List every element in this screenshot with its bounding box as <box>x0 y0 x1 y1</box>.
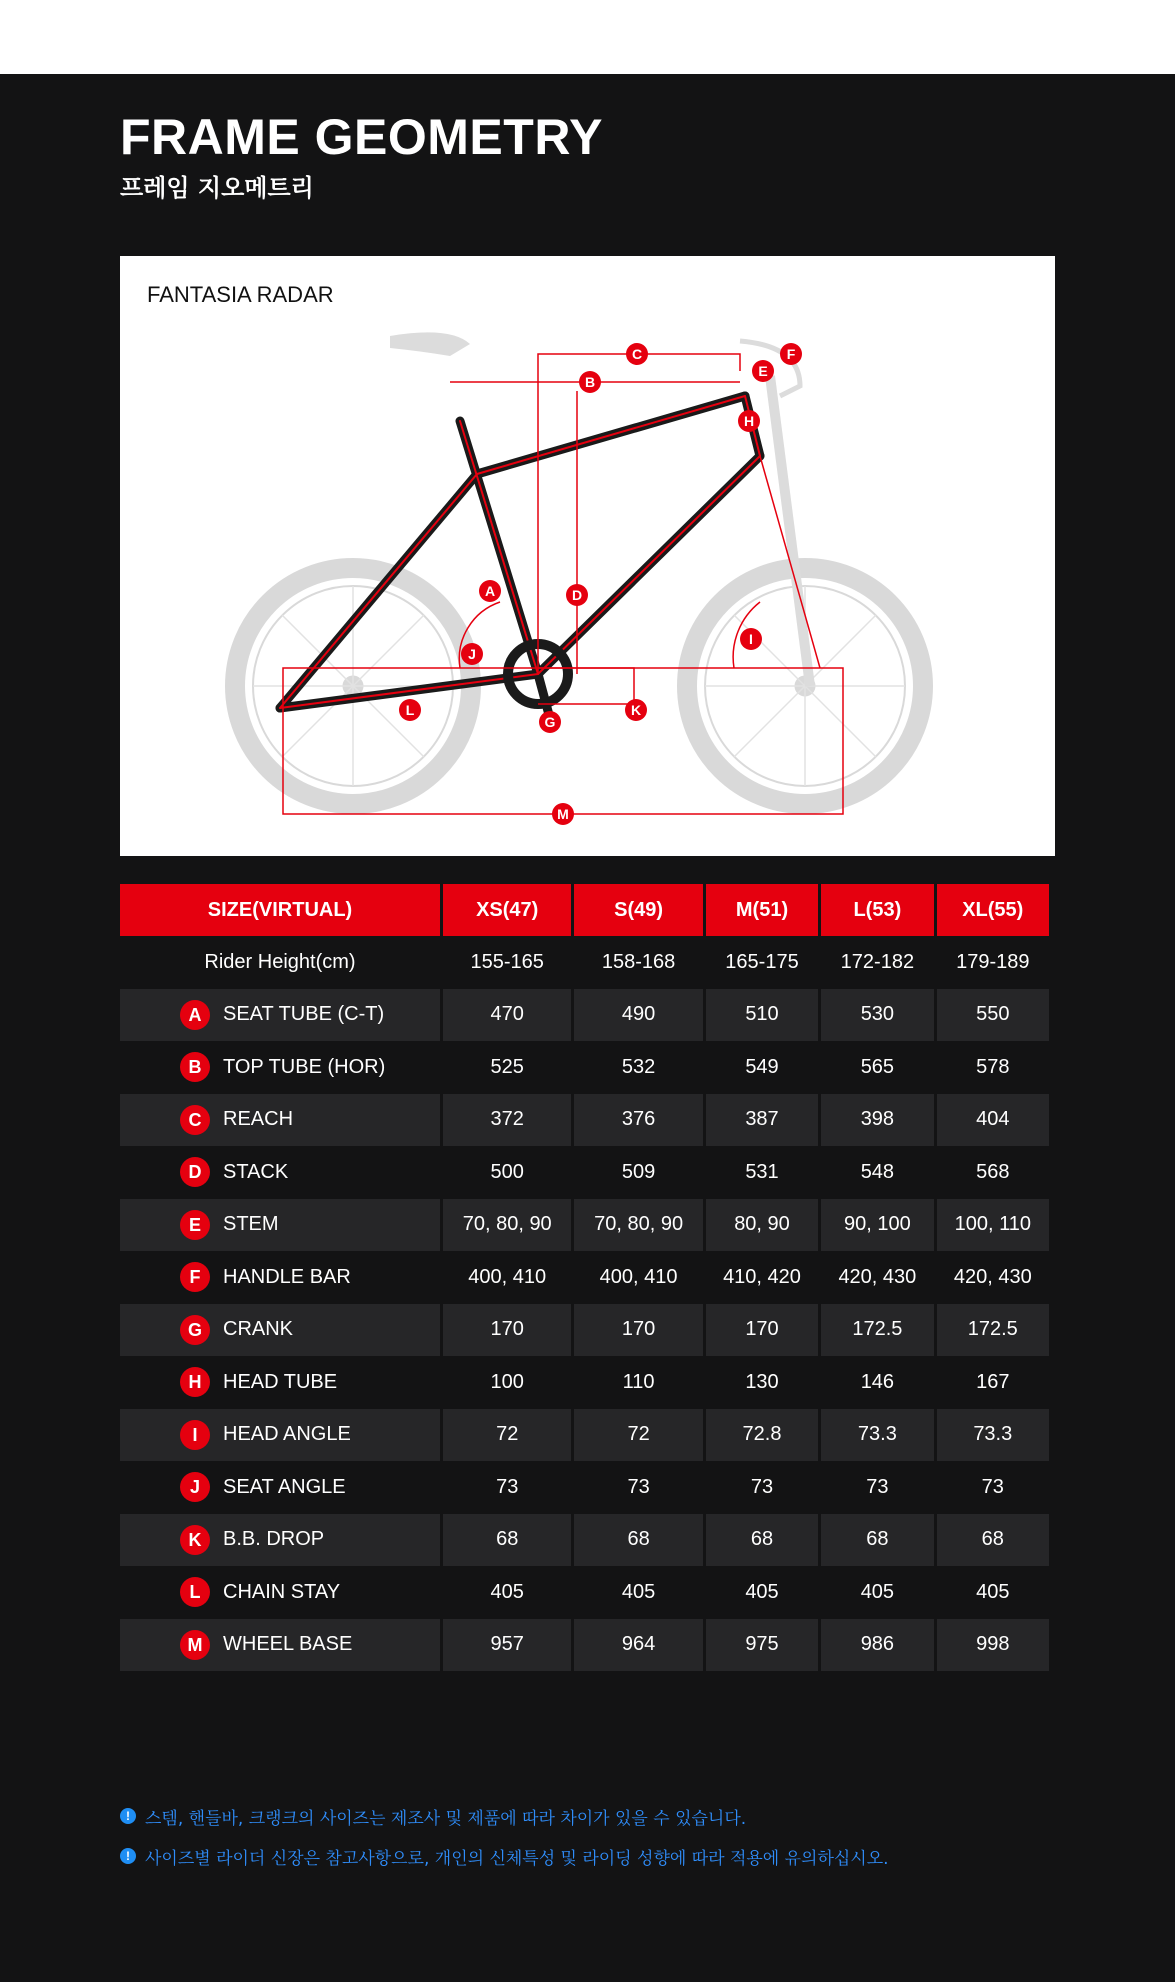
table-cell: 578 <box>976 1055 1010 1078</box>
note-item <box>120 1836 889 1876</box>
svg-text:C: C <box>631 346 643 362</box>
marker-k <box>625 699 647 721</box>
table-row <box>120 1619 1049 1672</box>
row-label <box>120 1356 440 1409</box>
col-header-m: M(51) <box>706 884 818 936</box>
table-cell: 179-189 <box>956 950 1030 973</box>
marker-badge: C <box>180 1105 210 1135</box>
table-cell: 80, 90 <box>706 1199 818 1252</box>
table-cell: 509 <box>621 1160 656 1183</box>
table-cell: 548 <box>860 1160 895 1183</box>
marker-f <box>780 343 802 365</box>
table-cell: 68 <box>574 1514 702 1567</box>
row-label: Rider Height(cm) <box>204 950 356 973</box>
geometry-table <box>117 884 1052 1671</box>
col-header-l: L(53) <box>821 884 933 936</box>
row-label-text: B.B. DROP <box>223 1528 325 1551</box>
marker-e <box>752 360 774 382</box>
marker-j <box>461 643 483 665</box>
row-label-text: STEM <box>223 1213 279 1236</box>
marker-badge: B <box>180 1052 210 1082</box>
table-cell: 172.5 <box>821 1304 933 1357</box>
info-icon: ! <box>120 1808 136 1824</box>
table-cell: 100 <box>490 1370 524 1393</box>
table-cell: 68 <box>937 1514 1049 1567</box>
table-row <box>120 1304 1049 1357</box>
table-cell: 170 <box>706 1304 818 1357</box>
table-cell: 957 <box>443 1619 571 1672</box>
table-cell: 70, 80, 90 <box>443 1199 571 1252</box>
row-label <box>120 1566 440 1619</box>
table-cell: 998 <box>937 1619 1049 1672</box>
table-cell: 565 <box>860 1055 895 1078</box>
table-cell: 170 <box>574 1304 702 1357</box>
row-label <box>120 1304 440 1357</box>
table-row <box>120 1251 1049 1304</box>
table-cell: 405 <box>745 1580 779 1603</box>
row-label <box>120 1619 440 1672</box>
marker-c <box>626 343 648 365</box>
table-cell: 387 <box>706 1094 818 1147</box>
table-cell: 531 <box>745 1160 779 1183</box>
table-cell: 68 <box>706 1514 818 1567</box>
table-cell: 405 <box>976 1580 1010 1603</box>
table-cell: 72 <box>574 1409 702 1462</box>
table-cell: 165-175 <box>725 950 799 973</box>
marker-l <box>399 699 421 721</box>
table-cell: 532 <box>621 1055 656 1078</box>
table-cell: 73 <box>866 1475 889 1498</box>
table-row <box>120 1461 1049 1514</box>
col-header-s: S(49) <box>574 884 702 936</box>
table-cell: 372 <box>443 1094 571 1147</box>
page-title: FRAME GEOMETRY <box>120 109 603 165</box>
table-cell: 70, 80, 90 <box>574 1199 702 1252</box>
info-icon: ! <box>120 1848 136 1864</box>
table-cell: 68 <box>443 1514 571 1567</box>
marker-g <box>539 711 561 733</box>
row-label-text: CHAIN STAY <box>223 1580 341 1603</box>
marker-badge: D <box>180 1157 210 1187</box>
row-label-text: TOP TUBE (HOR) <box>223 1055 386 1078</box>
marker-badge: K <box>180 1525 210 1555</box>
row-label <box>120 1251 440 1304</box>
svg-text:H: H <box>743 413 755 429</box>
table-cell: 155-165 <box>470 950 544 973</box>
row-label <box>120 989 440 1042</box>
table-cell: 68 <box>821 1514 933 1567</box>
marker-badge: L <box>180 1577 210 1607</box>
table-cell: 400, 410 <box>468 1265 547 1288</box>
marker-badge: H <box>180 1367 210 1397</box>
table-cell: 100, 110 <box>937 1199 1049 1252</box>
table-cell: 130 <box>745 1370 779 1393</box>
row-label <box>120 1199 440 1252</box>
table-cell: 500 <box>490 1160 524 1183</box>
marker-badge: E <box>180 1210 210 1240</box>
table-row <box>120 1514 1049 1567</box>
table-cell: 490 <box>574 989 702 1042</box>
table-header-row <box>120 884 1049 936</box>
top-white-bar <box>0 0 1175 74</box>
table-cell: 986 <box>821 1619 933 1672</box>
row-label <box>120 1146 440 1199</box>
table-cell: 405 <box>490 1580 524 1603</box>
table-cell: 90, 100 <box>821 1199 933 1252</box>
table-cell: 73 <box>627 1475 650 1498</box>
table-cell: 405 <box>621 1580 656 1603</box>
table-row <box>120 1566 1049 1619</box>
table-cell: 73.3 <box>937 1409 1049 1462</box>
marker-m <box>552 803 574 825</box>
row-label <box>120 1041 440 1094</box>
table-cell: 530 <box>821 989 933 1042</box>
table-cell: 549 <box>745 1055 779 1078</box>
marker-badge: G <box>180 1315 210 1345</box>
table-row <box>120 1041 1049 1094</box>
table-cell: 73.3 <box>821 1409 933 1462</box>
col-header-xl: XL(55) <box>937 884 1049 936</box>
table-cell: 404 <box>937 1094 1049 1147</box>
table-cell: 158-168 <box>601 950 676 973</box>
marker-b <box>579 371 601 393</box>
table-cell: 72.8 <box>706 1409 818 1462</box>
row-label-text: HEAD ANGLE <box>223 1423 351 1446</box>
row-label <box>120 1094 440 1147</box>
table-cell: 73 <box>750 1475 774 1498</box>
row-label-text: SEAT ANGLE <box>223 1475 346 1498</box>
table-cell: 525 <box>490 1055 524 1078</box>
table-row <box>120 1199 1049 1252</box>
row-label-text: HANDLE BAR <box>223 1265 351 1288</box>
svg-text:I: I <box>749 631 753 647</box>
table-row <box>120 989 1049 1042</box>
table-cell: 420, 430 <box>953 1265 1032 1288</box>
row-label-text: REACH <box>223 1108 294 1131</box>
col-header-xs: XS(47) <box>443 884 571 936</box>
bike-geometry-drawing <box>120 256 1055 856</box>
table-cell: 110 <box>622 1370 655 1393</box>
marker-badge: A <box>180 1000 210 1030</box>
marker-a <box>479 580 501 602</box>
table-cell: 172.5 <box>937 1304 1049 1357</box>
svg-text:J: J <box>468 646 476 662</box>
row-label-text: HEAD TUBE <box>223 1370 338 1393</box>
table-row <box>120 1409 1049 1462</box>
table-row <box>120 1356 1049 1409</box>
table-cell: 400, 410 <box>599 1265 678 1288</box>
table-cell: 398 <box>821 1094 933 1147</box>
table-cell: 420, 430 <box>838 1265 917 1288</box>
table-cell: 73 <box>496 1475 519 1498</box>
svg-text:G: G <box>544 714 556 730</box>
table-cell: 146 <box>860 1370 895 1393</box>
table-cell: 568 <box>976 1160 1010 1183</box>
table-cell: 550 <box>937 989 1049 1042</box>
notes <box>120 1796 889 1876</box>
table-cell: 470 <box>443 989 571 1042</box>
note-text: 스템, 핸들바, 크랭크의 사이즈는 제조사 및 제품에 따라 차이가 있을 수 있습니다. <box>145 1808 747 1829</box>
table-cell: 964 <box>574 1619 702 1672</box>
svg-text:D: D <box>571 587 583 603</box>
row-label-text: SEAT TUBE (C-T) <box>223 1003 385 1026</box>
table-cell: 975 <box>706 1619 818 1672</box>
marker-badge: I <box>180 1420 210 1450</box>
row-label <box>120 1514 440 1567</box>
table-cell: 376 <box>574 1094 702 1147</box>
svg-text:E: E <box>758 363 768 379</box>
svg-text:F: F <box>786 346 796 362</box>
note-item <box>120 1796 889 1836</box>
table-cell: 405 <box>860 1580 895 1603</box>
table-cell: 172-182 <box>840 950 915 973</box>
svg-text:K: K <box>630 702 642 718</box>
svg-text:B: B <box>584 374 596 390</box>
marker-i <box>740 628 762 650</box>
col-header-size: SIZE(VIRTUAL) <box>120 884 440 936</box>
note-text: 사이즈별 라이더 신장은 참고사항으로, 개인의 신체특성 및 라이딩 성향에 따라 적용에 유의하십시오. <box>145 1848 889 1869</box>
svg-text:M: M <box>557 806 569 822</box>
marker-badge: M <box>180 1630 210 1660</box>
page-subtitle: 프레임 지오메트리 <box>120 174 314 202</box>
table-cell: 510 <box>706 989 818 1042</box>
model-name: FANTASIA RADAR <box>147 282 334 307</box>
svg-text:L: L <box>405 702 415 718</box>
table-cell: 72 <box>443 1409 571 1462</box>
table-cell: 167 <box>976 1370 1010 1393</box>
table-row <box>120 1094 1049 1147</box>
row-label-text: STACK <box>223 1160 289 1183</box>
row-label <box>120 1409 440 1462</box>
marker-badge: J <box>180 1472 210 1502</box>
marker-d <box>566 584 588 606</box>
table-cell: 170 <box>443 1304 571 1357</box>
table-cell: 73 <box>981 1475 1004 1498</box>
rider-height-row <box>120 936 1049 989</box>
row-label-text: CRANK <box>223 1318 294 1341</box>
table-cell: 410, 420 <box>723 1265 801 1288</box>
row-label <box>120 1461 440 1514</box>
table-row <box>120 1146 1049 1199</box>
marker-badge: F <box>180 1262 210 1292</box>
geometry-diagram <box>120 256 1055 856</box>
marker-h <box>738 410 760 432</box>
svg-text:A: A <box>484 583 496 599</box>
row-label-text: WHEEL BASE <box>223 1633 353 1656</box>
